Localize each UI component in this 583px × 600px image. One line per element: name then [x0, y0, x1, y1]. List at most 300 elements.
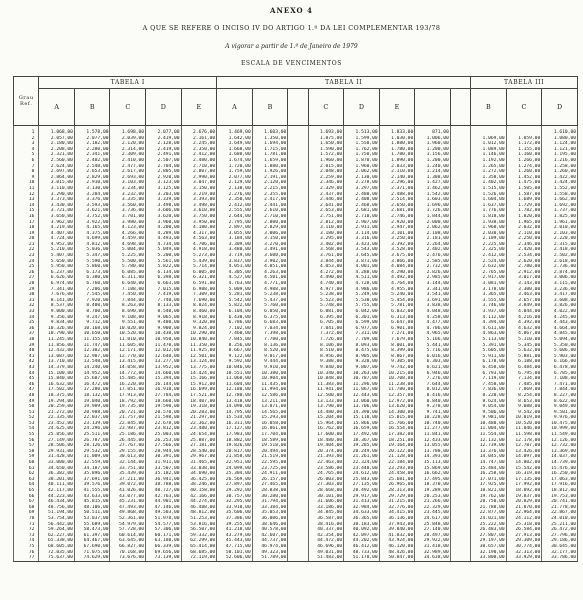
salary-cell: 12.012,00 [146, 348, 182, 354]
salary-grid [13, 76, 578, 562]
salary-cell: 2.632,00 [471, 264, 507, 270]
salary-cell: 2.215,00 [252, 186, 288, 192]
salary-cell: 2.437,00 [308, 192, 344, 198]
salary-cell: 9.088,00 [506, 404, 542, 410]
salary-cell: 7.844,00 [542, 387, 578, 393]
salary-cell: 25.681,00 [379, 477, 415, 483]
salary-cell: 1.693,00 [308, 126, 344, 136]
salary-cell: 48.106,00 [74, 505, 110, 511]
salary-cell: 12.432,00 [39, 348, 75, 354]
grade-cell: 58 [14, 449, 39, 455]
salary-cell: 3.115,00 [542, 281, 578, 287]
salary-cell: 51.483,00 [308, 555, 344, 561]
salary-cell: 8.399,00 [379, 348, 415, 354]
salary-cell: 14.058,00 [110, 365, 146, 371]
salary-cell: 18.660,00 [146, 399, 182, 405]
salary-cell: 6.085,00 [110, 270, 146, 276]
salary-cell: 16.659,00 [344, 426, 380, 432]
salary-cell: 3.290,00 [39, 192, 75, 198]
salary-cell: 41.218,00 [217, 527, 253, 533]
salary-cell: 1.089,00 [471, 147, 507, 153]
salary-cell: 14.393,00 [415, 454, 451, 460]
salary-cell: 30.657,00 [471, 544, 507, 550]
salary-cell: 8.956,00 [308, 354, 344, 360]
salary-cell: 2.534,00 [506, 253, 542, 259]
salary-cell: 19.762,00 [471, 494, 507, 500]
salary-cell: 3.498,00 [181, 203, 217, 209]
salary-cell: 2.264,00 [415, 242, 451, 248]
salary-cell: 41.026,00 [110, 488, 146, 494]
salary-cell: 4.501,00 [252, 275, 288, 281]
salary-cell: 6.786,00 [217, 320, 253, 326]
grade-cell: 12 [14, 192, 39, 198]
salary-cell: 9.388,00 [308, 359, 344, 365]
salary-cell: 2.653,00 [74, 169, 110, 175]
salary-cell: 9.122,00 [217, 354, 253, 360]
salary-cell: 4.044,00 [506, 309, 542, 315]
salary-cell: 1.214,00 [415, 169, 451, 175]
salary-cell: 72.035,00 [39, 550, 75, 556]
salary-cell: 3.178,00 [471, 287, 507, 293]
salary-cell: 1.069,00 [471, 136, 507, 142]
salary-cell: 43.924,00 [379, 538, 415, 544]
salary-cell: 6.237,00 [39, 270, 75, 276]
salary-cell: 9.305,00 [379, 359, 415, 365]
salary-cell: 16.144,00 [146, 382, 182, 388]
grade-cell: 22 [14, 247, 39, 253]
grade-cell: 74 [14, 538, 39, 544]
salary-cell: 11.004,00 [471, 426, 507, 432]
salary-cell: 6.032,00 [379, 309, 415, 315]
salary-cell: 2.402,00 [415, 247, 451, 253]
salary-cell: 15.766,00 [379, 421, 415, 427]
salary-cell: 22.845,00 [110, 421, 146, 427]
salary-cell: 11.856,00 [39, 343, 75, 349]
salary-cell: 1.160,00 [506, 152, 542, 158]
salary-cell: 52.361,00 [110, 516, 146, 522]
salary-cell: 23.480,00 [181, 426, 217, 432]
salary-cell: 2.829,00 [252, 225, 288, 231]
salary-cell: 6.705,00 [308, 320, 344, 326]
salary-cell: 1.260,00 [542, 169, 578, 175]
salary-cell: 31.215,00 [379, 499, 415, 505]
salary-cell: 6.974,00 [39, 281, 75, 287]
salary-cell: 60.171,00 [146, 533, 182, 539]
salary-cell: 1.452,00 [506, 175, 542, 181]
salary-cell: 1.572,00 [308, 152, 344, 158]
salary-cell: 10.263,00 [344, 371, 380, 377]
salary-cell: 9.840,00 [308, 365, 344, 371]
salary-cell: 15.484,00 [471, 466, 507, 472]
salary-cell: 25.211,00 [542, 522, 578, 528]
salary-cell: 39.576,00 [74, 482, 110, 488]
salary-cell: 9.981,00 [471, 415, 507, 421]
salary-cell: 13.620,00 [379, 404, 415, 410]
grade-cell: 72 [14, 527, 39, 533]
grade-cell: 38 [14, 337, 39, 343]
salary-cell: 3.746,00 [471, 303, 507, 309]
salary-cell: 11.994,00 [252, 387, 288, 393]
salary-cell: 18.480,00 [308, 438, 344, 444]
grade-cell: 15 [14, 208, 39, 214]
salary-cell: 3.203,00 [146, 192, 182, 198]
salary-cell: 3.902,00 [252, 259, 288, 265]
salary-cell: 41.555,00 [74, 488, 110, 494]
salary-cell: 8.624,00 [471, 399, 507, 405]
salary-cell: 2.208,00 [39, 147, 75, 153]
salary-cell: 17.784,00 [146, 393, 182, 399]
salary-cell: 33.384,00 [252, 505, 288, 511]
salary-cell: 13.706,00 [344, 404, 380, 410]
salary-cell: 56.442,00 [39, 522, 75, 528]
salary-cell: 51.978,00 [146, 516, 182, 522]
salary-cell: 22.463,00 [308, 460, 344, 466]
salary-cell: 20.570,00 [146, 410, 182, 416]
salary-cell: 3.180,00 [308, 231, 344, 237]
salary-cell: 3.543,00 [344, 247, 380, 253]
salary-cell: 4.728,00 [344, 281, 380, 287]
salary-cell: 16.311,00 [217, 421, 253, 427]
salary-cell: 7.545,00 [74, 292, 110, 298]
salary-cell: 25.887,00 [181, 438, 217, 444]
salary-cell: 2.618,00 [542, 259, 578, 265]
salary-cell: 5.437,00 [252, 298, 288, 304]
salary-cell: 7.844,00 [110, 298, 146, 304]
grade-cell: 9 [14, 175, 39, 181]
salary-cell: 3.657,00 [506, 298, 542, 304]
salary-cell: 1.462,00 [415, 186, 451, 192]
salary-cell: 10.046,00 [217, 365, 253, 371]
salary-cell: 18.370,00 [415, 482, 451, 488]
salary-cell: 2.807,00 [181, 169, 217, 175]
salary-cell: 5.240,00 [379, 292, 415, 298]
salary-cell: 4.698,00 [110, 242, 146, 248]
salary-cell: 22.867,00 [542, 510, 578, 516]
salary-cell: 2.015,00 [308, 164, 344, 170]
salary-cell: 26.569,00 [217, 477, 253, 483]
salary-cell: 5.113,00 [471, 337, 507, 343]
salary-cell: 8.416,00 [415, 393, 451, 399]
salary-cell: 2.732,00 [415, 264, 451, 270]
col-header: B [252, 89, 288, 126]
salary-cell: 1.308,00 [415, 175, 451, 181]
effective-date-line: A vigorar a partir de 1.º de Janeiro de 1979 [225, 43, 358, 50]
salary-cell: 1.240,00 [415, 164, 451, 170]
salary-cell: 44.274,00 [181, 499, 217, 505]
salary-cell: 2.039,00 [110, 136, 146, 142]
salary-cell: 46.974,00 [252, 544, 288, 550]
salary-cell: 1.260,00 [506, 169, 542, 175]
salary-cell: 11.841,00 [415, 432, 451, 438]
salary-cell: 6.484,00 [506, 365, 542, 371]
salary-cell: 2.077,00 [217, 175, 253, 181]
salary-cell: 20.259,00 [39, 404, 75, 410]
salary-cell: 40.578,00 [252, 527, 288, 533]
salary-cell: 22.329,00 [415, 505, 451, 511]
grade-cell: 73 [14, 533, 39, 539]
salary-cell: 35.053,00 [252, 510, 288, 516]
salary-cell: 1.006,00 [415, 136, 451, 142]
grade-cell: 55 [14, 432, 39, 438]
salary-cell: 18.892,00 [506, 488, 542, 494]
salary-cell: 1.200,00 [415, 147, 451, 153]
salary-cell: 2.641,00 [308, 203, 344, 209]
salary-cell: 5.350,00 [542, 343, 578, 349]
salary-cell: 33.038,00 [181, 466, 217, 472]
salary-cell: 10.904,00 [252, 376, 288, 382]
col-header: D [542, 89, 578, 126]
salary-cell: 12.178,00 [506, 438, 542, 444]
salary-cell: 22.335,00 [39, 415, 75, 421]
col-header: B [471, 89, 507, 126]
salary-cell: 2.371,00 [379, 186, 415, 192]
salary-cell: 49.323,00 [252, 550, 288, 556]
salary-cell: 11.245,00 [39, 337, 75, 343]
salary-cell: 31.606,00 [308, 499, 344, 505]
salary-table [13, 76, 578, 562]
salary-cell: 8.622,00 [542, 399, 578, 405]
salary-cell: 43.077,00 [110, 494, 146, 500]
salary-cell: 64.467,00 [74, 538, 110, 544]
grade-cell: 21 [14, 242, 39, 248]
salary-cell: 4.706,00 [415, 326, 451, 332]
salary-cell: 12.126,00 [542, 438, 578, 444]
salary-cell: 5.441,00 [415, 343, 451, 349]
salary-cell: 1.059,00 [506, 136, 542, 142]
salary-cell: 20.750,00 [471, 499, 507, 505]
salary-cell: 15.113,00 [415, 460, 451, 466]
salary-cell: 15.912,00 [181, 382, 217, 388]
salary-cell: 11.867,00 [344, 387, 380, 393]
salary-cell: 17.135,00 [506, 477, 542, 483]
salary-cell: 8.256,00 [217, 343, 253, 349]
salary-cell: 1.689,00 [506, 197, 542, 203]
salary-cell: 1.427,00 [415, 180, 451, 186]
salary-cell: 39.072,00 [110, 482, 146, 488]
salary-cell: 1.825,00 [542, 214, 578, 220]
salary-cell: 22.877,00 [471, 510, 507, 516]
salary-cell: 3.250,00 [379, 236, 415, 242]
salary-cell: 16.554,00 [379, 426, 415, 432]
salary-cell: 8.460,00 [181, 309, 217, 315]
salary-cell: 2.681,00 [379, 208, 415, 214]
grade-cell: 62 [14, 471, 39, 477]
salary-cell: 24.654,00 [181, 432, 217, 438]
salary-cell: 16.632,00 [39, 382, 75, 388]
salary-cell: 2.408,00 [344, 197, 380, 203]
salary-cell: 23.139,00 [74, 421, 110, 427]
grade-cell: 31 [14, 298, 39, 304]
salary-cell: 2.412,00 [471, 253, 507, 259]
salary-cell: 5.249,00 [344, 292, 380, 298]
salary-cell: 29.309,00 [506, 538, 542, 544]
grade-cell: 51 [14, 410, 39, 416]
salary-cell: 5.407,00 [39, 253, 75, 259]
salary-cell: 11.435,00 [252, 382, 288, 388]
salary-cell: 3.826,00 [542, 303, 578, 309]
salary-cell: 1.475,00 [506, 180, 542, 186]
salary-cell: 2.420,00 [506, 247, 542, 253]
salary-cell: 4.986,00 [344, 287, 380, 293]
salary-cell: 4.527,00 [217, 275, 253, 281]
salary-cell: 12.770,00 [110, 354, 146, 360]
salary-cell: 9.320,00 [181, 320, 217, 326]
salary-cell: 27.465,00 [252, 482, 288, 488]
salary-cell: 8.540,00 [146, 309, 182, 315]
salary-cell: 8.024,00 [181, 303, 217, 309]
salary-cell: 5.036,00 [74, 247, 110, 253]
salary-cell [450, 555, 470, 561]
salary-cell: 19.989,00 [74, 404, 110, 410]
salary-cell: 10.290,00 [181, 331, 217, 337]
salary-cell: 3.402,00 [308, 242, 344, 248]
salary-cell: 11.296,00 [344, 382, 380, 388]
salary-cell: 12.780,00 [217, 393, 253, 399]
salary-cell: 44.472,00 [308, 538, 344, 544]
salary-cell: 7.709,00 [344, 337, 380, 343]
salary-cell: 16.319,00 [506, 471, 542, 477]
salary-cell: 60.614,00 [110, 533, 146, 539]
salary-cell: 2.765,00 [471, 270, 507, 276]
salary-cell: 1.960,00 [308, 158, 344, 164]
salary-cell: 4.219,00 [39, 225, 75, 231]
salary-cell: 7.108,00 [542, 376, 578, 382]
salary-cell: 5.605,00 [471, 348, 507, 354]
salary-cell: 44.737,00 [252, 538, 288, 544]
salary-cell: 5.781,00 [379, 303, 415, 309]
salary-cell: 5.238,00 [252, 292, 288, 298]
salary-cell: 6.188,00 [506, 359, 542, 365]
salary-cell: 2.062,00 [415, 225, 451, 231]
salary-cell: 73.676,00 [110, 555, 146, 561]
salary-cell: 3.234,00 [110, 186, 146, 192]
salary-cell: 6.173,00 [74, 270, 110, 276]
salary-cell: 8.840,00 [415, 399, 451, 405]
salary-cell: 38.246,00 [181, 482, 217, 488]
salary-cell: 9.741,00 [415, 410, 451, 416]
salary-cell: 2.032,00 [506, 225, 542, 231]
salary-cell: 67.690,00 [74, 544, 110, 550]
salary-cell: 42.354,00 [308, 533, 344, 539]
salary-cell: 15.840,00 [39, 376, 75, 382]
salary-cell: 1.650,00 [308, 141, 344, 147]
salary-cell: 21.778,00 [542, 505, 578, 511]
salary-cell: 4.051,00 [217, 264, 253, 270]
salary-cell: 2.048,00 [308, 169, 344, 175]
salary-cell: 12.787,00 [506, 443, 542, 449]
salary-cell: 40.092,00 [344, 527, 380, 533]
salary-cell: 2.795,00 [217, 220, 253, 226]
salary-cell: 8.141,00 [39, 298, 75, 304]
salary-cell: 5.094,00 [542, 337, 578, 343]
salary-cell: 10.848,00 [308, 376, 344, 382]
salary-cell: 4.305,00 [217, 270, 253, 276]
salary-cell: 3.373,00 [39, 197, 75, 203]
salary-cell: 11.350,00 [181, 343, 217, 349]
salary-cell: 8.690,00 [110, 309, 146, 315]
salary-cell: 1.820,00 [506, 214, 542, 220]
salary-cell: 1.422,00 [542, 175, 578, 181]
salary-cell: 17.127,00 [217, 426, 253, 432]
salary-cell: 2.800,00 [252, 220, 288, 226]
salary-cell: 9.017,00 [252, 354, 288, 360]
salary-cell: 28.492,00 [344, 488, 380, 494]
salary-cell: 18.792,00 [110, 399, 146, 405]
salary-cell: 6.395,00 [308, 315, 344, 321]
grade-cell: 24 [14, 259, 39, 265]
salary-cell: 15.394,00 [146, 376, 182, 382]
salary-cell: 2.346,00 [506, 242, 542, 248]
salary-cell: 59.264,00 [39, 527, 75, 533]
salary-cell: 15.869,00 [415, 466, 451, 472]
salary-cell: 19.826,00 [217, 443, 253, 449]
salary-cell: 1.603,00 [252, 126, 288, 136]
salary-cell: 2.182,00 [74, 141, 110, 147]
salary-cell: 1.542,00 [415, 192, 451, 198]
salary-cell: 19.289,00 [415, 488, 451, 494]
salary-cell: 2.129,00 [217, 180, 253, 186]
salary-cell: 2.710,00 [252, 214, 288, 220]
salary-cell: 50.511,00 [74, 510, 110, 516]
salary-cell: 12.180,00 [217, 387, 253, 393]
salary-cell: 20.122,00 [379, 449, 415, 455]
salary-cell: 36.382,00 [39, 471, 75, 477]
salary-cell: 63.645,00 [110, 538, 146, 544]
salary-cell: 5.542,00 [217, 298, 253, 304]
col-header-blank [450, 89, 470, 126]
salary-cell: 18.407,00 [181, 399, 217, 405]
salary-cell: 6.599,00 [344, 320, 380, 326]
salary-cell: 9.834,00 [39, 320, 75, 326]
salary-cell: 35.606,00 [217, 510, 253, 516]
salary-cell: 1.960,00 [344, 164, 380, 170]
salary-cell: 2.477,00 [110, 164, 146, 170]
salary-cell: 13.952,00 [146, 365, 182, 371]
salary-cell: 22.037,00 [74, 415, 110, 421]
salary-cell: 1.938,00 [471, 220, 507, 226]
salary-cell: 2.412,00 [217, 203, 253, 209]
salary-cell: 2.000,00 [415, 220, 451, 226]
salary-cell: 6.901,00 [379, 326, 415, 332]
salary-cell: 4.123,00 [110, 225, 146, 231]
salary-cell: 23.440,00 [344, 466, 380, 472]
salary-cell: 17.925,00 [471, 482, 507, 488]
salary-cell: 4.734,00 [146, 242, 182, 248]
salary-cell: 2.620,00 [506, 259, 542, 265]
salary-cell: 3.752,00 [74, 214, 110, 220]
grade-cell: 71 [14, 522, 39, 528]
salary-cell: 2.181,00 [415, 236, 451, 242]
salary-cell: 7.276,00 [415, 376, 451, 382]
salary-cell: 5.632,00 [506, 348, 542, 354]
salary-cell: 6.311,00 [110, 275, 146, 281]
salary-cell: 1.696,00 [415, 203, 451, 209]
salary-cell: 3.376,00 [74, 197, 110, 203]
salary-cell: 3.719,00 [217, 253, 253, 259]
salary-cell: 9.480,00 [146, 320, 182, 326]
salary-cell: 5.454,00 [379, 298, 415, 304]
grade-cell: 52 [14, 415, 39, 421]
salary-cell: 20.494,00 [252, 449, 288, 455]
salary-cell: 65.414,00 [181, 544, 217, 550]
salary-cell: 3.844,00 [308, 259, 344, 265]
salary-cell: 9.900,00 [146, 326, 182, 332]
salary-cell: 2.710,00 [181, 164, 217, 170]
col-header: E [181, 89, 217, 126]
salary-cell: 3.463,00 [506, 292, 542, 298]
salary-cell: 3.960,00 [146, 220, 182, 226]
salary-cell: 11.383,00 [308, 382, 344, 388]
